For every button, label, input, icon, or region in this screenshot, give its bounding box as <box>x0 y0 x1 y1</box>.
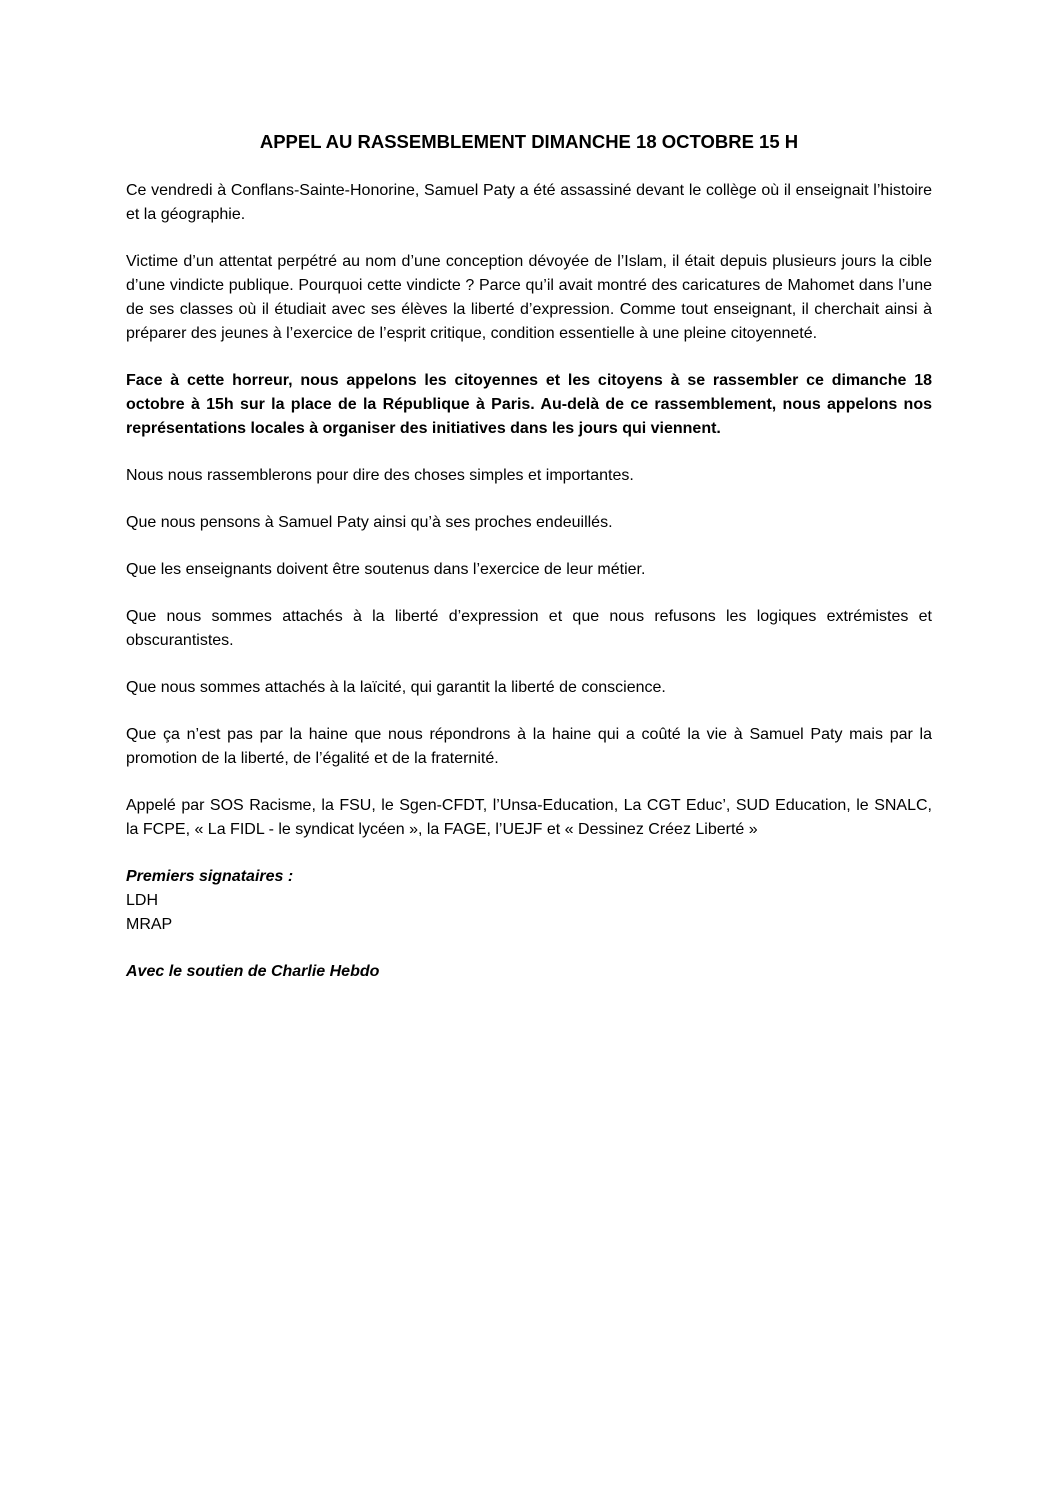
paragraph-context: Victime d’un attentat perpétré au nom d’une conception dévoyée de l’Islam, il était depuis plusieurs jours la cible d’une vindicte publique. Pourquoi cette vindicte ? Parce qu’il avait montré des caricatures de Mahomet dans l’une de ses classes où il étudiait avec ses élèves la liberté d’expression. Comme tout enseignant, il cherchait ainsi à préparer des jeunes à l’exercice de l’esprit critique, condition essentielle à une pleine citoyenneté. <box>126 253 932 342</box>
paragraph-thoughts: Que nous pensons à Samuel Paty ainsi qu’à ses proches endeuillés. <box>126 514 613 531</box>
document-body <box>126 128 932 984</box>
signatory-name: LDH <box>126 892 159 909</box>
paragraph-intro: Ce vendredi à Conflans-Sainte-Honorine, Samuel Paty a été assassiné devant le collège où il enseignait l’histoire et la géographie. <box>126 182 932 223</box>
document-title: APPEL AU RASSEMBLEMENT DIMANCHE 18 OCTOBRE 15 H <box>259 131 799 152</box>
signatories-heading: Premiers signataires : <box>126 868 294 885</box>
paragraph-no-hatred: Que ça n’est pas par la haine que nous répondrons à la haine qui a coûté la vie à Samuel Paty mais par la promotion de la liberté, de l’égalité et de la fraternité. <box>126 726 932 767</box>
signatory-name: MRAP <box>126 916 173 933</box>
paragraph-laicite: Que nous sommes attachés à la laïcité, qui garantit la liberté de conscience. <box>126 679 666 696</box>
paragraph-called-by: Appelé par SOS Racisme, la FSU, le Sgen-CFDT, l’Unsa-Education, La CGT Educ’, SUD Education, le SNALC, la FCPE, « La FIDL - le syndicat lycéen », la FAGE, l’UEJF et « Dessinez Créez Liberté » <box>126 797 932 838</box>
paragraph-call-to-gather: Face à cette horreur, nous appelons les citoyennes et les citoyens à se rassembler ce dimanche 18 octobre à 15h sur la place de la République à Paris. Au-delà de ce rassemblement, nous appelons nos représentations locales à organiser des initiatives dans les jours qui viennent. <box>126 372 932 437</box>
paragraph-teachers: Que les enseignants doivent être soutenus dans l’exercice de leur métier. <box>126 561 646 578</box>
signatories-block <box>126 865 932 937</box>
paragraph-purpose: Nous nous rassemblerons pour dire des choses simples et importantes. <box>126 467 634 484</box>
paragraph-freedom-expression: Que nous sommes attachés à la liberté d’expression et que nous refusons les logiques extrémistes et obscurantistes. <box>126 608 932 649</box>
support-line: Avec le soutien de Charlie Hebdo <box>126 963 380 980</box>
